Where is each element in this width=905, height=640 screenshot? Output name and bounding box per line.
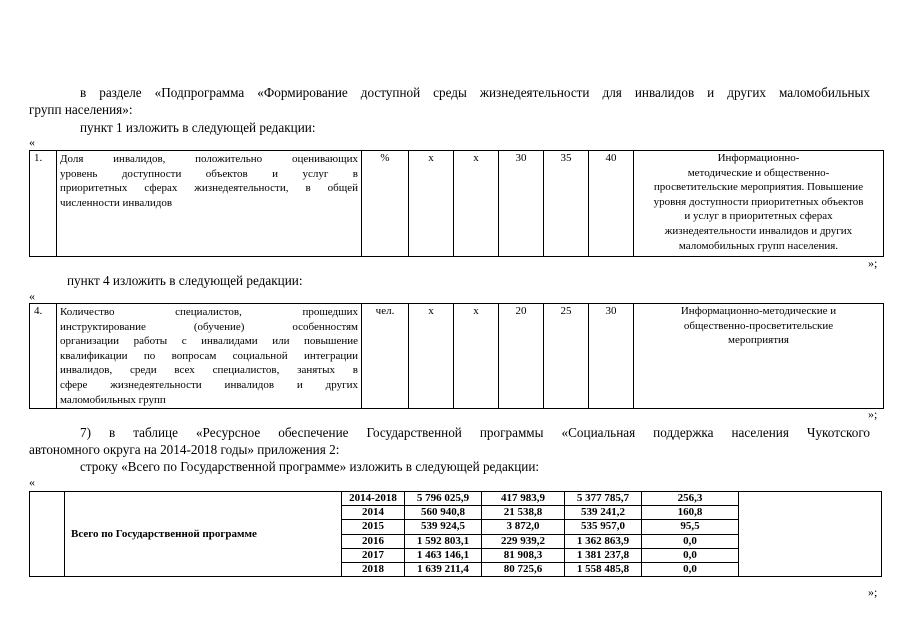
resource-table <box>29 491 882 577</box>
year-cell: 2017 <box>342 548 405 562</box>
section-intro-line1: в разделе «Подпрограмма «Формирование доступной среды жизнедеятельности для инвалидов и других маломобильных <box>80 85 870 100</box>
empty-cell <box>739 492 882 577</box>
para7-line1: 7) в таблице «Ресурсное обеспечение Государственной программы «Социальная поддержка населения Чукотского <box>80 425 870 440</box>
total-cell: 560 940,8 <box>405 506 482 520</box>
indicator-table-2 <box>29 303 884 409</box>
value-cell: 80 725,6 <box>482 563 565 577</box>
measures-cell <box>634 304 884 409</box>
desc-line: Количество специалистов, прошедших <box>60 306 358 318</box>
value-cell: 81 908,3 <box>482 548 565 562</box>
measures-line: Информационно- <box>717 152 800 164</box>
value-cell: 35 <box>544 151 589 257</box>
open-quote-1: « <box>29 135 35 149</box>
measures-line: мероприятия <box>728 334 789 347</box>
year-cell: 2018 <box>342 563 405 577</box>
value-cell: 30 <box>589 304 634 409</box>
empty-cell <box>30 492 65 577</box>
value-cell: 40 <box>589 151 634 257</box>
open-quote-2: « <box>29 289 35 303</box>
desc-line: численности инвалидов <box>60 196 173 209</box>
year-cell: 2016 <box>342 534 405 548</box>
indicator-description <box>57 151 362 257</box>
year-cell: 2015 <box>342 520 405 534</box>
indicator-description <box>57 304 362 409</box>
total-cell: 1 463 146,1 <box>405 548 482 562</box>
measures-line: жизнедеятельности инвалидов и других <box>664 224 853 237</box>
indicator-table-1 <box>29 150 884 257</box>
value-cell: 1 558 485,8 <box>565 563 642 577</box>
row-number: 4. <box>30 304 57 409</box>
desc-line: организации работы с инвалидами или повышение <box>60 335 358 348</box>
desc-line: инвалидов, среди всех специалистов, занятых в <box>60 364 358 377</box>
measures-line: методические и общественно- <box>687 166 830 179</box>
value-cell: 1 362 863,9 <box>565 534 642 548</box>
total-cell: 539 924,5 <box>405 520 482 534</box>
close-quote-2: »; <box>868 407 878 421</box>
value-cell: 3 872,0 <box>482 520 565 534</box>
row-number: 1. <box>30 151 57 257</box>
total-cell: 1 592 803,1 <box>405 534 482 548</box>
measures-line: просветительские мероприятия. Повышение <box>653 181 864 194</box>
desc-line: инструктирование (обучение) особенностям <box>60 320 358 333</box>
desc-line: маломобильных групп <box>60 393 166 406</box>
desc-line: уровень доступности объектов и услуг в <box>60 167 358 180</box>
measures-line: общественно-просветительские <box>683 319 834 332</box>
item1-instruction: пункт 1 изложить в следующей редакции: <box>80 120 316 135</box>
close-quote-1: »; <box>868 256 878 270</box>
open-quote-3: « <box>29 475 35 489</box>
year-cell: 2014-2018 <box>342 492 405 506</box>
value-cell: х <box>409 151 454 257</box>
measures-line: уровня доступности приоритетных объектов <box>653 195 864 208</box>
desc-line: приоритетных сферах жизнедеятельности, в общей <box>60 182 358 195</box>
value-cell: 30 <box>499 151 544 257</box>
value-cell: 20 <box>499 304 544 409</box>
measures-line: Информационно-методические и <box>680 305 837 317</box>
value-cell: 160,8 <box>642 506 739 520</box>
year-cell: 2014 <box>342 506 405 520</box>
measures-line: маломобильных групп населения. <box>678 239 839 252</box>
desc-line: квалификации по вопросам социальной интеграции <box>60 349 358 362</box>
total-cell: 1 639 211,4 <box>405 563 482 577</box>
table-row <box>30 492 882 506</box>
value-cell: 25 <box>544 304 589 409</box>
value-cell: х <box>454 304 499 409</box>
para7-line2: автономного округа на 2014-2018 годы» приложения 2: <box>29 442 340 457</box>
unit-cell: % <box>362 151 409 257</box>
measures-cell <box>634 151 884 257</box>
value-cell: 0,0 <box>642 534 739 548</box>
close-quote-3: »; <box>868 585 878 599</box>
value-cell: 95,5 <box>642 520 739 534</box>
desc-line: сфере жизнедеятельности инвалидов и других <box>60 378 358 391</box>
value-cell: 535 957,0 <box>565 520 642 534</box>
value-cell: х <box>454 151 499 257</box>
total-label: Всего по Государственной программе <box>65 492 342 577</box>
value-cell: 1 381 237,8 <box>565 548 642 562</box>
unit-cell: чел. <box>362 304 409 409</box>
desc-line: Доля инвалидов, положительно оценивающих <box>60 153 358 165</box>
measures-line: и услуг в приоритетных сферах <box>684 210 833 223</box>
value-cell: 539 241,2 <box>565 506 642 520</box>
row-instruction: строку «Всего по Государственной программе» изложить в следующей редакции: <box>80 459 540 474</box>
value-cell: 5 377 785,7 <box>565 492 642 506</box>
value-cell: 0,0 <box>642 548 739 562</box>
value-cell: 256,3 <box>642 492 739 506</box>
value-cell: х <box>409 304 454 409</box>
table-row <box>30 151 884 257</box>
value-cell: 0,0 <box>642 563 739 577</box>
total-cell: 5 796 025,9 <box>405 492 482 506</box>
value-cell: 21 538,8 <box>482 506 565 520</box>
item4-instruction: пункт 4 изложить в следующей редакции: <box>67 273 303 288</box>
section-intro-line2: групп населения»: <box>29 102 133 117</box>
value-cell: 417 983,9 <box>482 492 565 506</box>
value-cell: 229 939,2 <box>482 534 565 548</box>
table-row <box>30 304 884 409</box>
